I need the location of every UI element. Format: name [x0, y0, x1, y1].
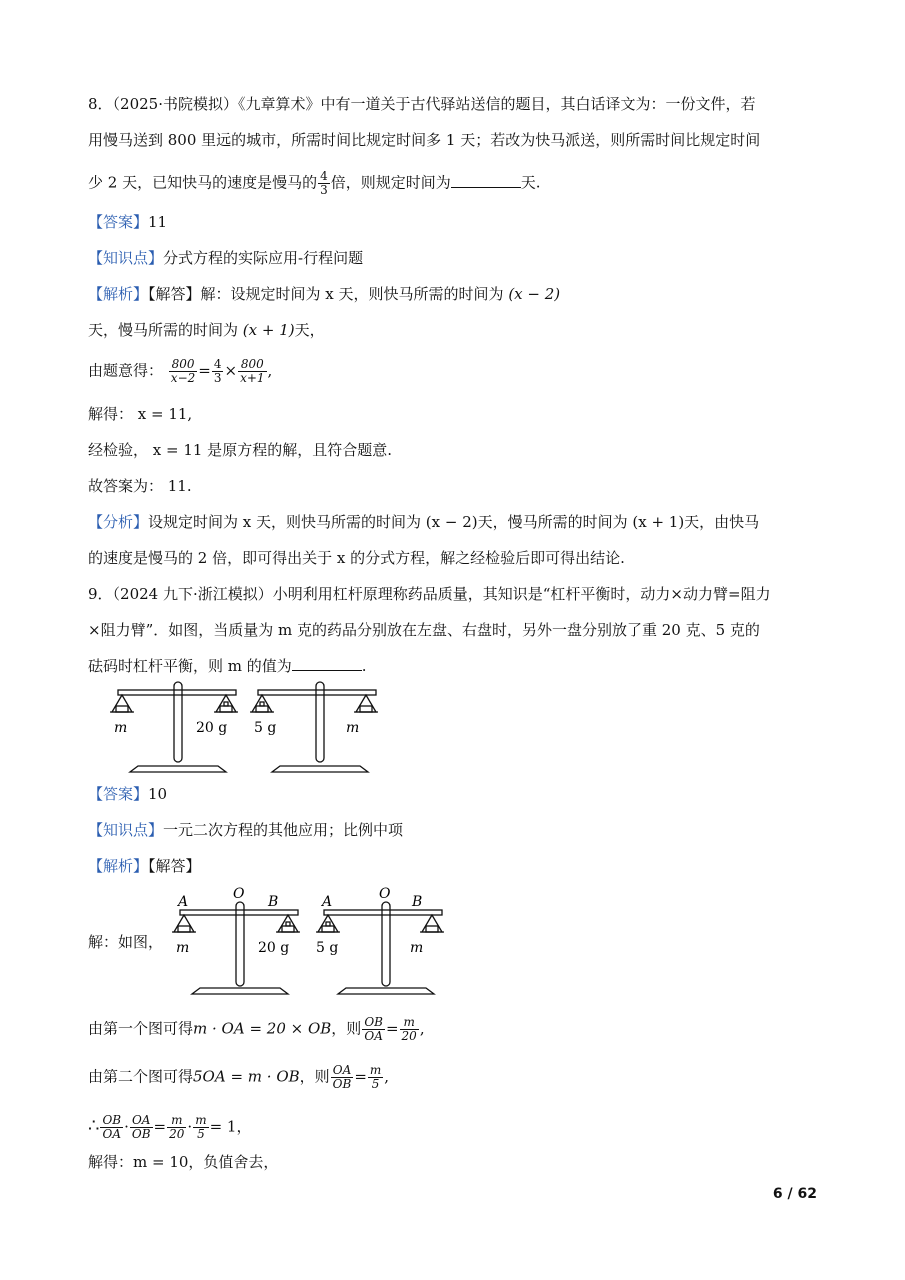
balance-figures-question [100, 678, 380, 778]
fraction: $\frac{OA}{OB}$ [131, 1113, 151, 1141]
fraction: $\frac{800}{x+1}$ [240, 357, 265, 385]
math-expr: (x − 2) [508, 285, 561, 303]
q9-solution-header [88, 856, 201, 876]
fig2-right-label: m [346, 720, 360, 736]
q8-knowledge-point [88, 248, 363, 268]
fraction: $\frac{m}{20}$ [401, 1015, 417, 1043]
therefore-sign: ∴ [88, 1115, 100, 1137]
answer-value: 11 [148, 213, 168, 231]
q9-step-2 [88, 1064, 389, 1091]
q9-answer [88, 784, 167, 804]
solution-text: 由第一个图可得 [88, 1019, 194, 1038]
fig3-point-b: B [268, 894, 279, 910]
fig3-point-o: O [233, 886, 245, 902]
fraction: $\frac{OB}{OA}$ [364, 1015, 383, 1043]
solution-text: ，则 [299, 1067, 330, 1086]
math-expr: 5OA = m · OB [193, 1067, 300, 1086]
equals-sign: = [153, 1117, 167, 1136]
answer-blank [451, 173, 521, 188]
period: . [361, 657, 367, 675]
solution-text: 由题意得： [88, 361, 164, 380]
fig3-right-label: 20 g [258, 940, 290, 956]
answer-tag: 【答案】 [88, 213, 149, 231]
solution-tag: 【解答】 [148, 857, 201, 875]
q9-line-2: ×阻力臂”．如图，当质量为 m 克的药品分别放在左盘、右盘时，另外一盘分别放了重 20 克、5 克的 [88, 621, 760, 639]
fraction: $\frac{OB}{OA}$ [102, 1113, 122, 1141]
fig4-point-o: O [379, 886, 391, 902]
fig1-left-label: m [114, 720, 128, 736]
q9-line-3 [88, 656, 367, 676]
solution-text: ，则 [331, 1019, 362, 1038]
equals-sign: = [385, 1019, 399, 1038]
q8-final-line: 故答案为： 11. [88, 477, 192, 495]
solution-tag: 【解答】 [148, 285, 201, 303]
solution-text: 天，慢马所需的时间为 [88, 321, 239, 339]
answer-tag: 【答案】 [88, 785, 149, 803]
q8-line-3-text-b: 倍，则规定时间为 [330, 173, 451, 192]
fig3-point-a: A [178, 894, 189, 910]
q8-line-1: 8．（2025·书院模拟）《九章算术》中有一道关于古代驿站送信的题目，其白话译文为：一份文件，若 [88, 95, 756, 113]
analysis-tag: 【解析】 [88, 285, 149, 303]
q8-solve-line: 解得： x = 11, [88, 405, 193, 423]
q8-analysis-line-2: 的速度是慢马的 2 倍，即可得出关于 x 的分式方程，解之经检验后即可得出结论. [88, 549, 625, 567]
fraction: $\frac{800}{x-2}$ [170, 357, 196, 385]
q8-line-2: 用慢马送到 800 里远的城市，所需时间比规定时间多 1 天；若改为快马派送，则所需时间比规定时间 [88, 131, 761, 149]
q9-step-3 [88, 1114, 251, 1141]
fraction: $\frac{m}{5}$ [195, 1113, 207, 1141]
fraction-four-thirds: $\frac{4}{3}$ [320, 169, 328, 197]
q8-answer [88, 212, 167, 232]
answer-blank [292, 656, 362, 671]
dot-sign: · [124, 1117, 129, 1136]
q9-line-3-text: 砝码时杠杆平衡，则 m 的值为 [88, 657, 292, 675]
q8-analysis-line-1 [88, 512, 759, 532]
q9-solution-intro: 解：如图， [88, 933, 164, 951]
fig3-left-label: m [176, 940, 190, 956]
analysis-tag: 【解析】 [88, 857, 149, 875]
knowledge-point-text: 一元二次方程的其他应用；比例中项 [163, 821, 404, 839]
math-expr: (x + 1) [242, 321, 295, 339]
q8-check-line: 经检验， x = 11 是原方程的解，且符合题意. [88, 441, 392, 459]
q9-step-4: 解得：m = 10，负值舍去， [88, 1153, 279, 1171]
times-sign: × [224, 361, 238, 380]
solution-text: 天， [294, 321, 325, 339]
comma: , [267, 361, 273, 380]
q8-solution-line-2 [88, 320, 325, 340]
fig4-point-a: A [322, 894, 333, 910]
q8-line-3-text-c: 天. [520, 173, 541, 192]
analysis-text: 设规定时间为 x 天，则快马所需的时间为 (x − 2)天，慢马所需的时间为 (x + 1)天，由快马 [148, 513, 760, 531]
fig4-right-label: m [410, 940, 424, 956]
knowledge-point-text: 分式方程的实际应用-行程问题 [163, 249, 364, 267]
fraction: $\frac{4}{3}$ [213, 357, 222, 385]
fig1-right-label: 20 g [196, 720, 228, 736]
fraction: $\frac{OA}{OB}$ [332, 1063, 352, 1091]
knowledge-point-tag: 【知识点】 [88, 821, 164, 839]
page-number: 6 / 62 [772, 1186, 817, 1202]
q8-line-3 [88, 170, 541, 197]
solution-text: = 1， [209, 1117, 252, 1136]
q9-line-1: 9．（2024 九下·浙江模拟）小明利用杠杆原理称药品质量，其知识是“杠杆平衡时，动力×动力臂=阻力 [88, 585, 771, 603]
q9-step-1 [88, 1016, 425, 1043]
q8-solution-line-1 [88, 284, 560, 304]
solution-text: 由第二个图可得 [88, 1067, 194, 1086]
dot-sign: · [187, 1117, 193, 1136]
analysis-summary-tag: 【分析】 [88, 513, 149, 531]
equals-sign: = [198, 361, 211, 380]
comma: , [419, 1019, 425, 1038]
fig4-left-label: 5 g [316, 940, 339, 956]
q9-knowledge-point [88, 820, 403, 840]
q8-line-3-text: 少 2 天，已知快马的速度是慢马的 [88, 173, 318, 192]
fig2-left-label: 5 g [254, 720, 277, 736]
comma: , [384, 1067, 390, 1086]
knowledge-point-tag: 【知识点】 [88, 249, 164, 267]
q8-equation-line [88, 358, 272, 385]
answer-value: 10 [148, 785, 168, 803]
fraction: $\frac{m}{20}$ [169, 1113, 185, 1141]
equals-sign: = [354, 1067, 367, 1086]
balance-figures-solution [164, 884, 446, 1000]
solution-text: 解：设规定时间为 x 天，则快马所需的时间为 [200, 285, 504, 303]
math-expr: m · OA = 20 × OB [193, 1019, 332, 1038]
fraction: $\frac{m}{5}$ [369, 1063, 382, 1091]
fig4-point-b: B [412, 894, 423, 910]
